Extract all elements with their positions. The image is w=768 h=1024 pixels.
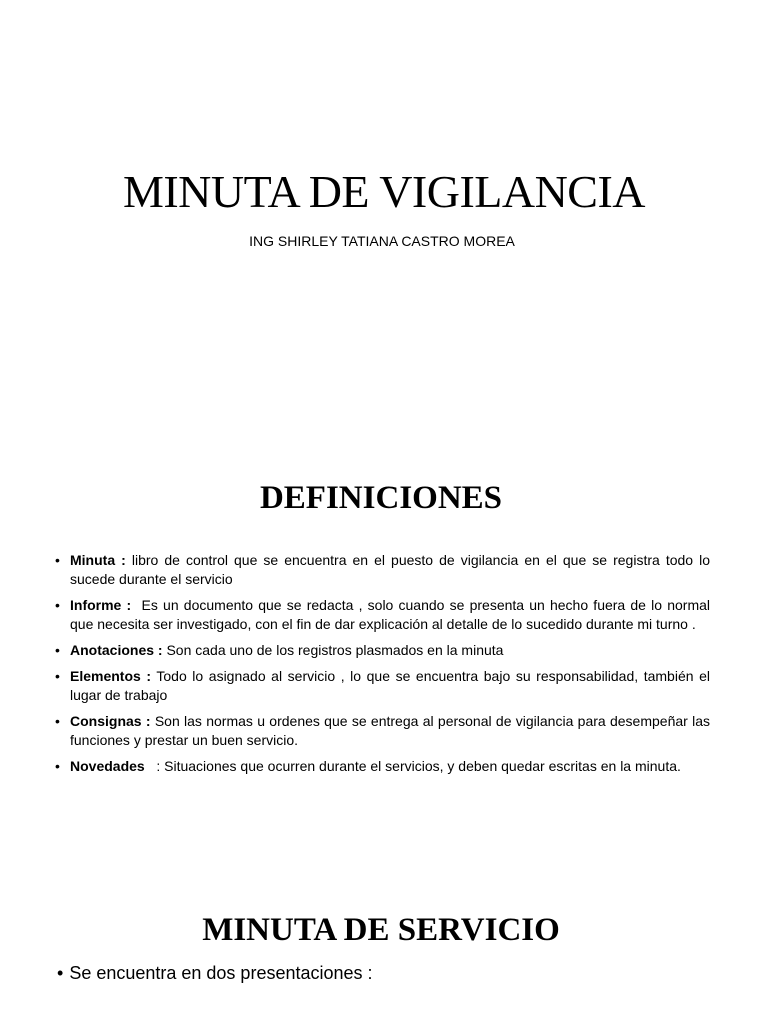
definition-term: Novedades [70, 758, 145, 774]
definition-text: Es un documento que se redacta , solo cuando se presenta un hecho fuera de lo normal que necesita ser investigado, con el fin de dar explicación al detalle de lo sucedido durante mi turno . [70, 597, 714, 632]
definition-text: Todo lo asignado al servicio , lo que se encuentra bajo su responsabilidad, también el lugar de trabajo [70, 668, 710, 703]
bullet-icon: • [55, 758, 60, 774]
definition-item-minuta [55, 551, 710, 589]
service-bullet-text: Se encuentra en dos presentaciones : [69, 963, 373, 983]
definition-term: Consignas : [70, 713, 151, 729]
bullet-icon: • [55, 597, 60, 613]
definition-text: Son cada uno de los registros plasmados en la minuta [162, 642, 504, 658]
definition-term: Informe : [70, 597, 132, 613]
definition-term: Anotaciones : [70, 642, 163, 658]
definition-term: Elementos : [70, 668, 152, 684]
bullet-icon: • [55, 642, 60, 658]
bullet-icon: • [55, 668, 60, 684]
definition-item-elementos [55, 667, 710, 705]
bullet-icon: • [57, 963, 64, 983]
definition-item-informe [55, 596, 714, 634]
definition-term: Minuta : [70, 552, 126, 568]
bullet-icon: • [55, 552, 60, 568]
definition-item-novedades [55, 757, 710, 776]
document-subtitle: ING SHIRLEY TATIANA CASTRO MOREA [249, 233, 515, 249]
definition-item-consignas [55, 712, 710, 750]
definition-text: Son las normas u ordenes que se entrega al personal de vigilancia para desempeñar las funciones y prestar un buen servicio. [70, 713, 710, 748]
definitions-list [55, 551, 714, 783]
service-heading: MINUTA DE SERVICIO [202, 912, 560, 948]
definition-text: libro de control que se encuentra en el puesto de vigilancia en el que se registra todo lo sucede durante el servicio [70, 552, 711, 587]
definition-text: : Situaciones que ocurren durante el servicios, y deben quedar escritas en la minuta. [144, 758, 681, 774]
document-title: MINUTA DE VIGILANCIA [122, 166, 646, 217]
service-bullet-item [57, 961, 373, 985]
bullet-icon: • [55, 713, 60, 729]
definitions-heading: DEFINICIONES [259, 480, 503, 516]
definition-item-anotaciones [55, 641, 710, 660]
